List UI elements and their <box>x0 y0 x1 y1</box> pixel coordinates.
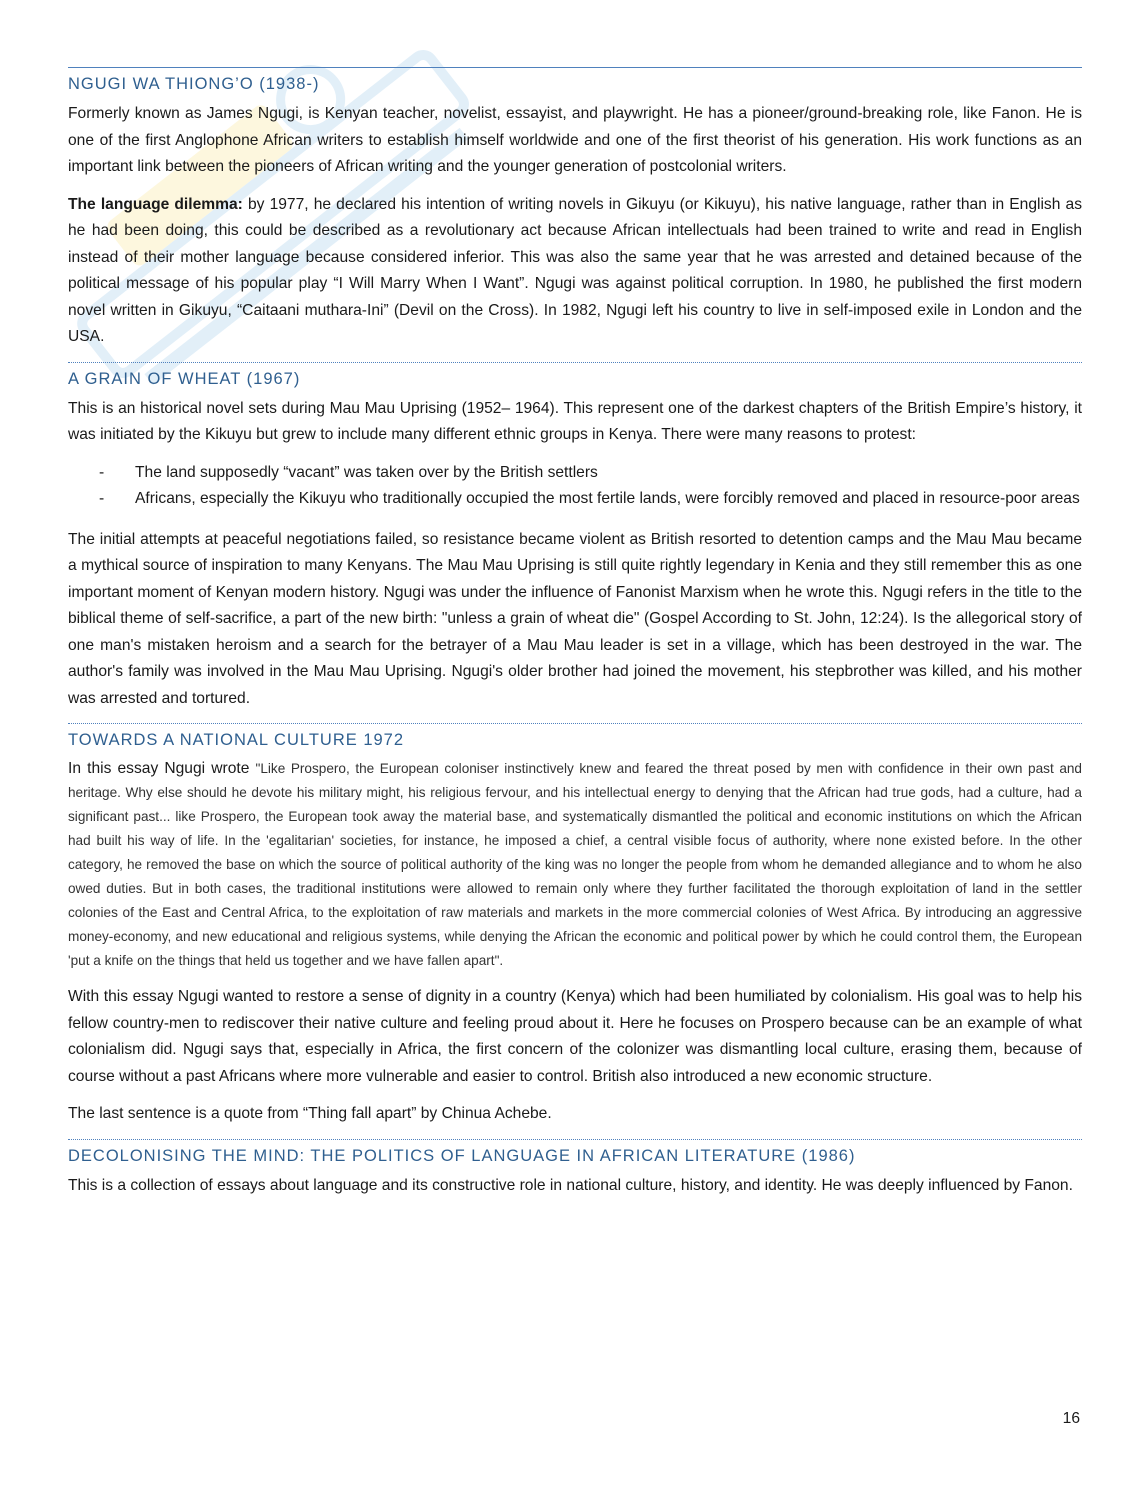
section-heading-national-culture: TOWARDS A NATIONAL CULTURE 1972 <box>68 731 405 749</box>
list-item-text: Africans, especially the Kikuyu who traditionally occupied the most fertile lands, were forcibly removed and placed in resource-poor areas <box>135 490 1080 507</box>
list-item-text: The land supposedly “vacant” was taken over by the British settlers <box>135 463 598 481</box>
paragraph-achebe-note: The last sentence is a quote from “Thing fall apart” by Chinua Achebe. <box>68 1105 552 1122</box>
list-item <box>68 486 1082 513</box>
paragraph-grain-of-wheat: The initial attempts at peaceful negotiations failed, so resistance became violent as British resorted to detention camps and the Mau Mau became a mythical source of inspiration to many Kenyans. The Mau Mau Uprising is still quite rightly legendary in Kenia and they still remember this as one important moment of Kenyan modern history. Ngugi was under the influence of Fanonist Marxism when he wrote this. Ngugi refers in the title to the biblical theme of self-sacrifice, a part of the new birth: "unless a grain of wheat die" (Gospel According to St. John, 12:24). Is the allegorical story of one man's mistaken heroism and a search for the betrayer of a Mau Mau leader is set in a village, which has been destroyed in the war. The author's family was involved in the Mau Mau Uprising. Ngugi's older brother had joined the movement, his stepbrother was killed, and his mother was arrested and tortured. <box>68 530 1082 707</box>
paragraph-essay-quote <box>68 757 1082 973</box>
paragraph-decolonising: This is a collection of essays about language and its constructive role in national culture, history, and identity. He was deeply influenced by Fanon. <box>68 1176 1073 1194</box>
section-heading-grain-of-wheat: A GRAIN OF WHEAT (1967) <box>68 369 301 388</box>
page-number: 16 <box>1062 1410 1080 1427</box>
paragraph-language-dilemma <box>68 192 1082 351</box>
paragraph-mau-mau: This is an historical novel sets during Mau Mau Uprising (1952– 1964). This represent one of the darkest chapters of the British Empire’s history, it was initiated by the Kikuyu but grew to include many different ethnic groups in Kenya. There were many reasons to protest: <box>68 399 1082 443</box>
section-heading-ngugi: NGUGI WA THIONG’O (1938-) <box>68 75 320 93</box>
language-dilemma-text: by 1977, he declared his intention of writing novels in Gikuyu (or Kikuyu), his native language, rather than in English as he had been doing, this could be described as a revolutionary act because African intellectuals had been trained to write and read in English instead of their mother language because considered inferior. This was also the same year that he was arrested and detained because of the political message of his popular play “I Will Marry When I Want”. Ngugi was against political corruption. In 1980, he published the first modern novel written in Gikuyu, “Caitaani muthara-Ini” (Devil on the Cross). In 1982, Ngugi left his country to live in self-imposed exile in London and the USA. <box>68 195 1082 345</box>
paragraph-intro: Formerly known as James Ngugi, is Kenyan teacher, novelist, essayist, and playwright. He has a pioneer/ground-breaking role, like Fanon. He is one of the first Anglophone African writers to establish himself worldwide and one of the first theorist of his generation. His work functions as an important link between the pioneers of African writing and the younger generation of postcolonial writers. <box>68 105 1082 175</box>
document-page <box>68 67 1082 1210</box>
reasons-list <box>68 460 1082 513</box>
list-item <box>68 460 1082 487</box>
paragraph-essay-purpose: With this essay Ngugi wanted to restore a sense of dignity in a country (Kenya) which had been humiliated by colonialism. His goal was to help his fellow country-men to rediscover their native culture and feeling proud about it. Here he focuses on Prospero because can be an example of what colonialism did. Ngugi says that, especially in Africa, the first concern of the colonizer was dismantling local culture, erasing them, because of course without a past Africans where more vulnerable and easier to control. British also introduced a new economic structure. <box>68 988 1082 1085</box>
dash-bullet: - <box>99 463 105 481</box>
section-heading-decolonising: DECOLONISING THE MIND: THE POLITICS OF LANGUAGE IN AFRICAN LITERATURE (1986) <box>68 1146 856 1165</box>
quote-lead: In this essay Ngugi wrote <box>68 760 256 777</box>
language-dilemma-label: The language dilemma: <box>68 195 243 213</box>
dash-bullet: - <box>99 490 105 507</box>
quote-text: "Like Prospero, the European coloniser instinctively knew and feared the threat posed by men with confidence in their own past and heritage. Why else should he devote his military might, his religious fervour, and his intellectual energy to denying that the African had true gods, had a culture, had a significant past... like Prospero, the European took away the material base, and systematically dismantled the political and economic institutions on which the African had built his way of life. In the 'egalitarian' societies, for instance, he imposed a chief, a central visible focus of authority, where none existed before. In the other category, he removed the base on which the source of political authority of the king was no longer the people from whom he demanded allegiance and to whom he also owed duties. But in both cases, the traditional institutions were allowed to remain only where they further facilitated the thorough exploitation of land in the settler colonies of the East and Central Africa, to the exploitation of raw materials and markets in the more commercial colonies of West Africa. By introducing an aggressive money-economy, and new educational and religious systems, while denying the African the economic and political power by which he could control them, the European 'put a knife on the things that held us together and we have fallen apart". <box>68 761 1082 968</box>
